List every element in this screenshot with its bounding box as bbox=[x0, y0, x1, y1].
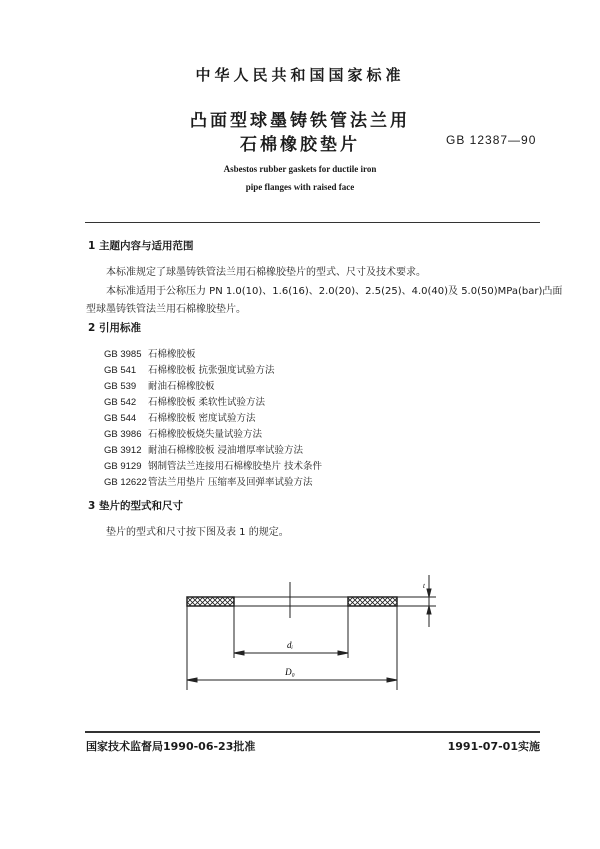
section-1-paragraph: 本标准适用于公称压力 PN 1.0(10)、1.6(16)、2.0(20)、2.5(25)、4.0(40)及 5.0(50)MPa(bar)凸面 bbox=[106, 286, 563, 297]
reference-code: GB 542 bbox=[104, 397, 137, 408]
effective-date-text: 1991-07-01实施 bbox=[447, 740, 540, 753]
reference-title: 管法兰用垫片 压缩率及回弹率试验方法 bbox=[148, 477, 313, 488]
inner-diameter-label: dᵢ bbox=[287, 640, 293, 650]
reference-code: GB 541 bbox=[104, 365, 137, 376]
gasket-section-right bbox=[348, 597, 397, 606]
thickness-label: t bbox=[423, 582, 425, 590]
english-title-line-1: Asbestos rubber gaskets for ductile iron bbox=[223, 164, 377, 174]
section-1-paragraph: 本标准规定了球墨铸铁管法兰用石棉橡胶垫片的型式、尺寸及技术要求。 bbox=[106, 267, 426, 278]
section-1-heading: 1 主题内容与适用范围 bbox=[88, 240, 194, 252]
gasket-section-left bbox=[187, 597, 234, 606]
reference-code: GB 544 bbox=[104, 413, 137, 424]
reference-title: 石棉橡胶板 抗张强度试验方法 bbox=[148, 365, 275, 376]
section-3-paragraph: 垫片的型式和尺寸按下图及表 1 的规定。 bbox=[106, 527, 289, 538]
section-2-heading: 2 引用标准 bbox=[88, 322, 141, 334]
reference-title: 耐油石棉橡胶板 bbox=[148, 381, 215, 392]
reference-code: GB 12622 bbox=[104, 477, 147, 488]
reference-code: GB 3912 bbox=[104, 445, 142, 456]
title-line-2: 石棉橡胶垫片 bbox=[240, 135, 360, 155]
reference-title: 石棉橡胶板 柔软性试验方法 bbox=[148, 397, 266, 408]
reference-title: 石棉橡胶板 密度试验方法 bbox=[148, 413, 256, 424]
reference-title: 石棉橡胶板烧失量试验方法 bbox=[148, 429, 263, 440]
title-line-1: 凸面型球墨铸铁管法兰用 bbox=[190, 111, 410, 131]
section-1-paragraph: 型球墨铸铁管法兰用石棉橡胶垫片。 bbox=[86, 304, 246, 315]
reference-code: GB 9129 bbox=[104, 461, 142, 472]
national-standard-label: 中华人民共和国国家标准 bbox=[195, 66, 405, 84]
approval-text: 国家技术监督局1990-06-23批准 bbox=[86, 740, 256, 753]
reference-title: 钢制管法兰连接用石棉橡胶垫片 技术条件 bbox=[148, 461, 323, 472]
reference-code: GB 3985 bbox=[104, 349, 142, 360]
outer-diameter-label: D₀ bbox=[285, 667, 295, 677]
section-3-heading: 3 垫片的型式和尺寸 bbox=[88, 500, 183, 512]
english-title-line-2: pipe flanges with raised face bbox=[245, 182, 355, 192]
bottom-divider bbox=[85, 731, 540, 733]
reference-code: GB 3986 bbox=[104, 429, 142, 440]
reference-code: GB 539 bbox=[104, 381, 137, 392]
reference-title: 耐油石棉橡胶板 浸油增厚率试验方法 bbox=[148, 445, 304, 456]
reference-title: 石棉橡胶板 bbox=[148, 349, 196, 360]
standard-code: GB 12387—90 bbox=[446, 133, 537, 147]
